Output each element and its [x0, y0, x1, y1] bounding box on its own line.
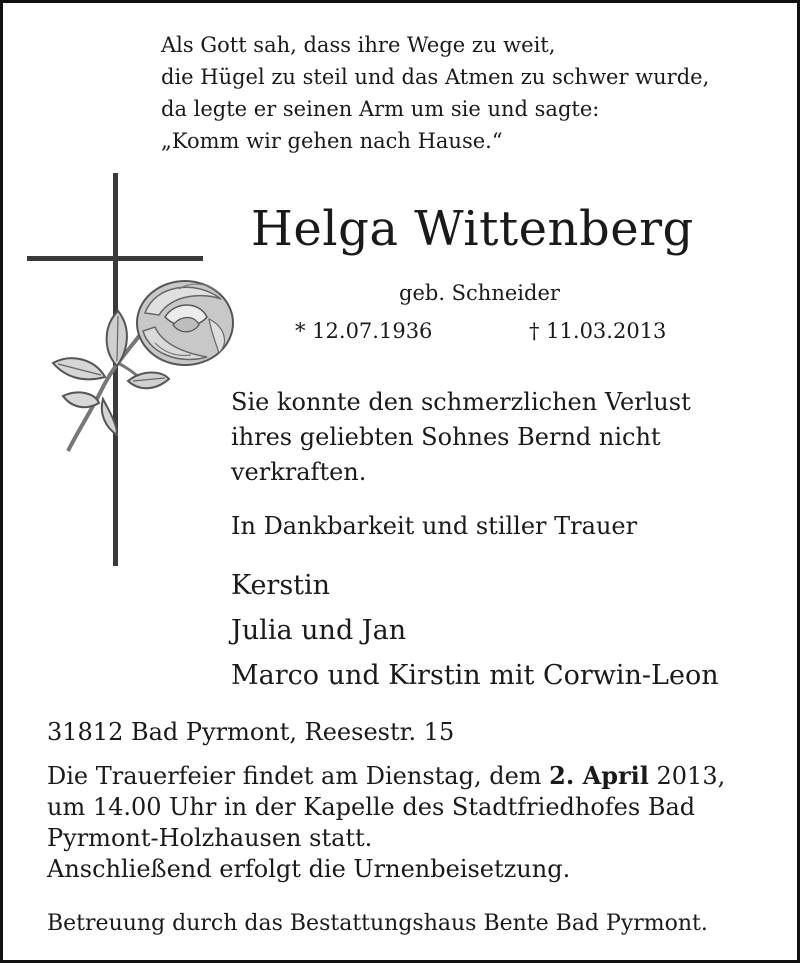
cross-horizontal-bar — [27, 256, 203, 261]
funeral-info — [47, 760, 725, 885]
funeral-home-note: Betreuung durch das Bestattungshaus Bente Bad Pyrmont. — [47, 911, 708, 936]
funeral-line: um 14.00 Uhr in der Kapelle des Stadtfriedhofes Bad — [47, 793, 696, 821]
deceased-name: Helga Wittenberg — [251, 201, 694, 257]
mourner-name: Julia und Jan — [231, 615, 407, 646]
funeral-line: Pyrmont-Holzhausen statt. — [47, 824, 373, 852]
funeral-line — [47, 760, 725, 792]
funeral-text: Die Trauerfeier findet am Dienstag, dem — [47, 762, 550, 790]
poem-line: „Komm wir gehen nach Hause.“ — [161, 129, 503, 153]
mourner-name: Kerstin — [231, 570, 331, 601]
funeral-text: 2013, — [648, 762, 726, 790]
death-date: † 11.03.2013 — [529, 319, 667, 343]
address: 31812 Bad Pyrmont, Reesestr. 15 — [47, 718, 455, 746]
funeral-line: Anschließend erfolgt die Urnenbeisetzung. — [47, 855, 571, 883]
poem — [161, 29, 781, 157]
poem-line: Als Gott sah, dass ihre Wege zu weit, — [161, 33, 556, 57]
funeral-date: 2. April — [549, 761, 649, 790]
main-text-line: Sie konnte den schmerzlichen Verlust — [231, 388, 691, 416]
poem-line: die Hügel zu steil und das Atmen zu schwer wurde, — [161, 65, 710, 89]
poem-line: da legte er seinen Arm um sie und sagte: — [161, 97, 600, 121]
birth-date: * 12.07.1936 — [295, 319, 433, 343]
main-text — [231, 385, 691, 490]
thanks-line: In Dankbarkeit und stiller Trauer — [231, 512, 638, 540]
main-text-line: ihres geliebten Sohnes Bernd nicht — [231, 423, 661, 451]
maiden-name: geb. Schneider — [399, 281, 560, 305]
mourner-name: Marco und Kirstin mit Corwin-Leon — [231, 660, 719, 691]
rose-icon — [43, 271, 243, 461]
mourners-list — [231, 563, 719, 698]
main-text-line: verkraften. — [231, 458, 367, 486]
